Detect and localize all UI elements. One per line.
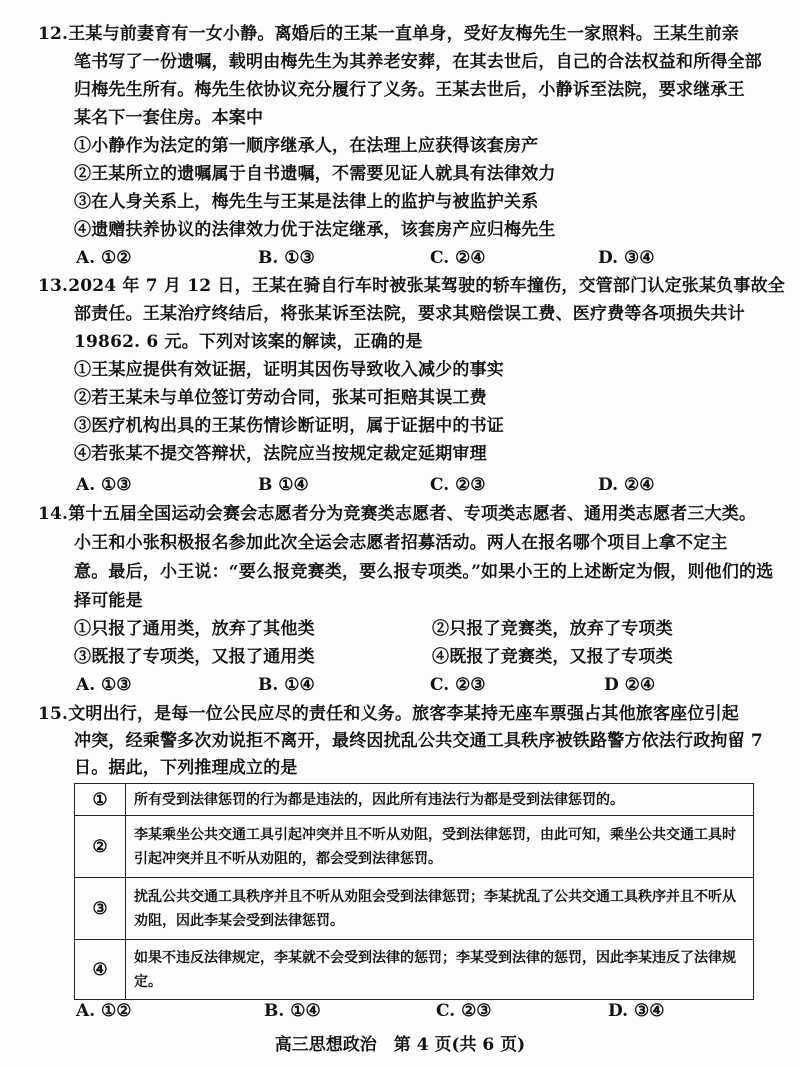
q14-stem-4: 择可能是 bbox=[74, 591, 143, 611]
q14-statement-4: ④既报了竞赛类，又报了专项类 bbox=[432, 647, 673, 667]
q14-statement-3: ③既报了专项类，又报了通用类 bbox=[74, 647, 315, 667]
q12-stem-4: 某名下一套住房。本案中 bbox=[74, 108, 264, 128]
q12-option-c: C. ②④ bbox=[430, 248, 486, 268]
q15-line-1 bbox=[38, 702, 739, 726]
q12-number: 12. bbox=[38, 24, 69, 44]
q12-statement-3: ③在人身关系上，梅先生与王某是法律上的监护与被监护关系 bbox=[74, 192, 539, 212]
q13-statement-2: ②若王某未与单位签订劳动合同，张某可拒赔其误工费 bbox=[74, 388, 487, 408]
q13-option-a: A. ①③ bbox=[76, 475, 132, 495]
q15-option-b: B. ①④ bbox=[264, 1001, 321, 1021]
q12-stem-3: 归梅先生所有。梅先生依协议充分履行了义务。王某去世后，小静诉至法院，要求继承王 bbox=[74, 80, 745, 100]
q15-option-d: D. ③④ bbox=[608, 1001, 665, 1021]
row-text: 所有受到法律惩罚的行为都是违法的，因此所有违法行为都是受到法律惩罚的。 bbox=[126, 784, 754, 816]
q13-stem-3: 19862. 6 元。下列对该案的解读，正确的是 bbox=[74, 332, 423, 352]
q15-option-a: A. ①② bbox=[76, 1001, 132, 1021]
q15-number: 15. bbox=[38, 704, 69, 724]
q14-option-c: C. ②③ bbox=[430, 675, 486, 695]
q13-statement-1: ①王某应提供有效证据，证明其因伤导致收入减少的事实 bbox=[74, 360, 504, 380]
q15-stem-2: 冲突，经乘警多次劝说拒不离开，最终因扰乱公共交通工具秩序被铁路警方依法行政拘留 7 bbox=[74, 731, 763, 751]
q12-option-b: B. ①③ bbox=[258, 248, 315, 268]
row-number: ④ bbox=[75, 940, 126, 1000]
table-row bbox=[75, 878, 754, 940]
q14-line-1 bbox=[38, 502, 756, 526]
q13-option-b: B ①④ bbox=[258, 475, 309, 495]
q13-statement-4: ④若张某不提交答辩状，法院应当按规定裁定延期审理 bbox=[74, 444, 487, 464]
q13-option-c: C. ②③ bbox=[430, 475, 486, 495]
q14-option-d: D ②④ bbox=[604, 675, 656, 695]
q12-stem-2: 笔书写了一份遗嘱，载明由梅先生为其养老安葬，在其去世后，自己的合法权益和所得全部 bbox=[74, 52, 762, 72]
q13-line-1 bbox=[38, 274, 785, 298]
q14-stem-3: 意。最后，小王说：“要么报竞赛类，要么报专项类。”如果小王的上述断定为假，则他们的选 bbox=[74, 562, 774, 582]
row-number: ② bbox=[75, 816, 126, 878]
q14-stem-1: 第十五届全国运动会赛会志愿者分为竞赛类志愿者、专项类志愿者、通用类志愿者三大类。 bbox=[68, 504, 757, 524]
q15-stem-3: 日。据此，下列推理成立的是 bbox=[74, 758, 298, 778]
table-row bbox=[75, 816, 754, 878]
row-number: ③ bbox=[75, 878, 126, 940]
q12-stem-1: 王某与前妻育有一女小静。离婚后的王某一直单身，受好友梅先生一家照料。王某生前亲 bbox=[68, 24, 739, 44]
row-text: 扰乱公共交通工具秩序并且不听从劝阻会受到法律惩罚；李某扰乱了公共交通工具秩序并且不听从劝阻，因此李某会受到法律惩罚。 bbox=[126, 878, 754, 940]
q12-option-d: D. ③④ bbox=[598, 248, 655, 268]
q13-number: 13. bbox=[38, 276, 69, 296]
page-footer: 高三思想政治 第 4 页(共 6 页) bbox=[274, 1035, 526, 1055]
q12-option-a: A. ①② bbox=[76, 248, 132, 268]
q14-option-a: A. ①③ bbox=[76, 675, 132, 695]
q14-number: 14. bbox=[38, 504, 69, 524]
table-row bbox=[75, 940, 754, 1000]
row-text: 如果不违反法律规定，李某就不会受到法律的惩罚；李某受到法律的惩罚，因此李某违反了法律规定。 bbox=[126, 940, 754, 1000]
q14-statement-2: ②只报了竞赛类，放弃了专项类 bbox=[432, 619, 673, 639]
q14-statement-1: ①只报了通用类，放弃了其他类 bbox=[74, 619, 315, 639]
q14-option-b: B. ①④ bbox=[258, 675, 315, 695]
table-row bbox=[75, 784, 754, 816]
q13-statement-3: ③医疗机构出具的王某伤情诊断证明，属于证据中的书证 bbox=[74, 416, 504, 436]
reasoning-table bbox=[74, 783, 754, 1000]
q12-statement-2: ②王某所立的遗嘱属于自书遗嘱，不需要见证人就具有法律效力 bbox=[74, 164, 556, 184]
q15-option-c: C. ②③ bbox=[436, 1001, 492, 1021]
row-number: ① bbox=[75, 784, 126, 816]
q13-stem-1: 2024 年 7 月 12 日，王某在骑自行车时被张某驾驶的轿车撞伤，交管部门认定张某负事故全 bbox=[68, 276, 785, 296]
q12-statement-1: ①小静作为法定的第一顺序继承人，在法理上应获得该套房产 bbox=[74, 136, 539, 156]
q12-statement-4: ④遗赠扶养协议的法律效力优于法定继承，该套房产应归梅先生 bbox=[74, 220, 556, 240]
row-text: 李某乘坐公共交通工具引起冲突并且不听从劝阻，受到法律惩罚，由此可知，乘坐公共交通工具时引起冲突并且不听从劝阻的，都会受到法律惩罚。 bbox=[126, 816, 754, 878]
q13-option-d: D. ②④ bbox=[598, 475, 655, 495]
q12-line-1 bbox=[38, 22, 739, 46]
q14-stem-2: 小王和小张积极报名参加此次全运会志愿者招募活动。两人在报名哪个项目上拿不定主 bbox=[74, 533, 728, 553]
q15-stem-1: 文明出行，是每一位公民应尽的责任和义务。旅客李某持无座车票强占其他旅客座位引起 bbox=[68, 704, 739, 724]
q13-stem-2: 部责任。王某治疗终结后，将张某诉至法院，要求其赔偿误工费、医疗费等各项损失共计 bbox=[74, 304, 745, 324]
